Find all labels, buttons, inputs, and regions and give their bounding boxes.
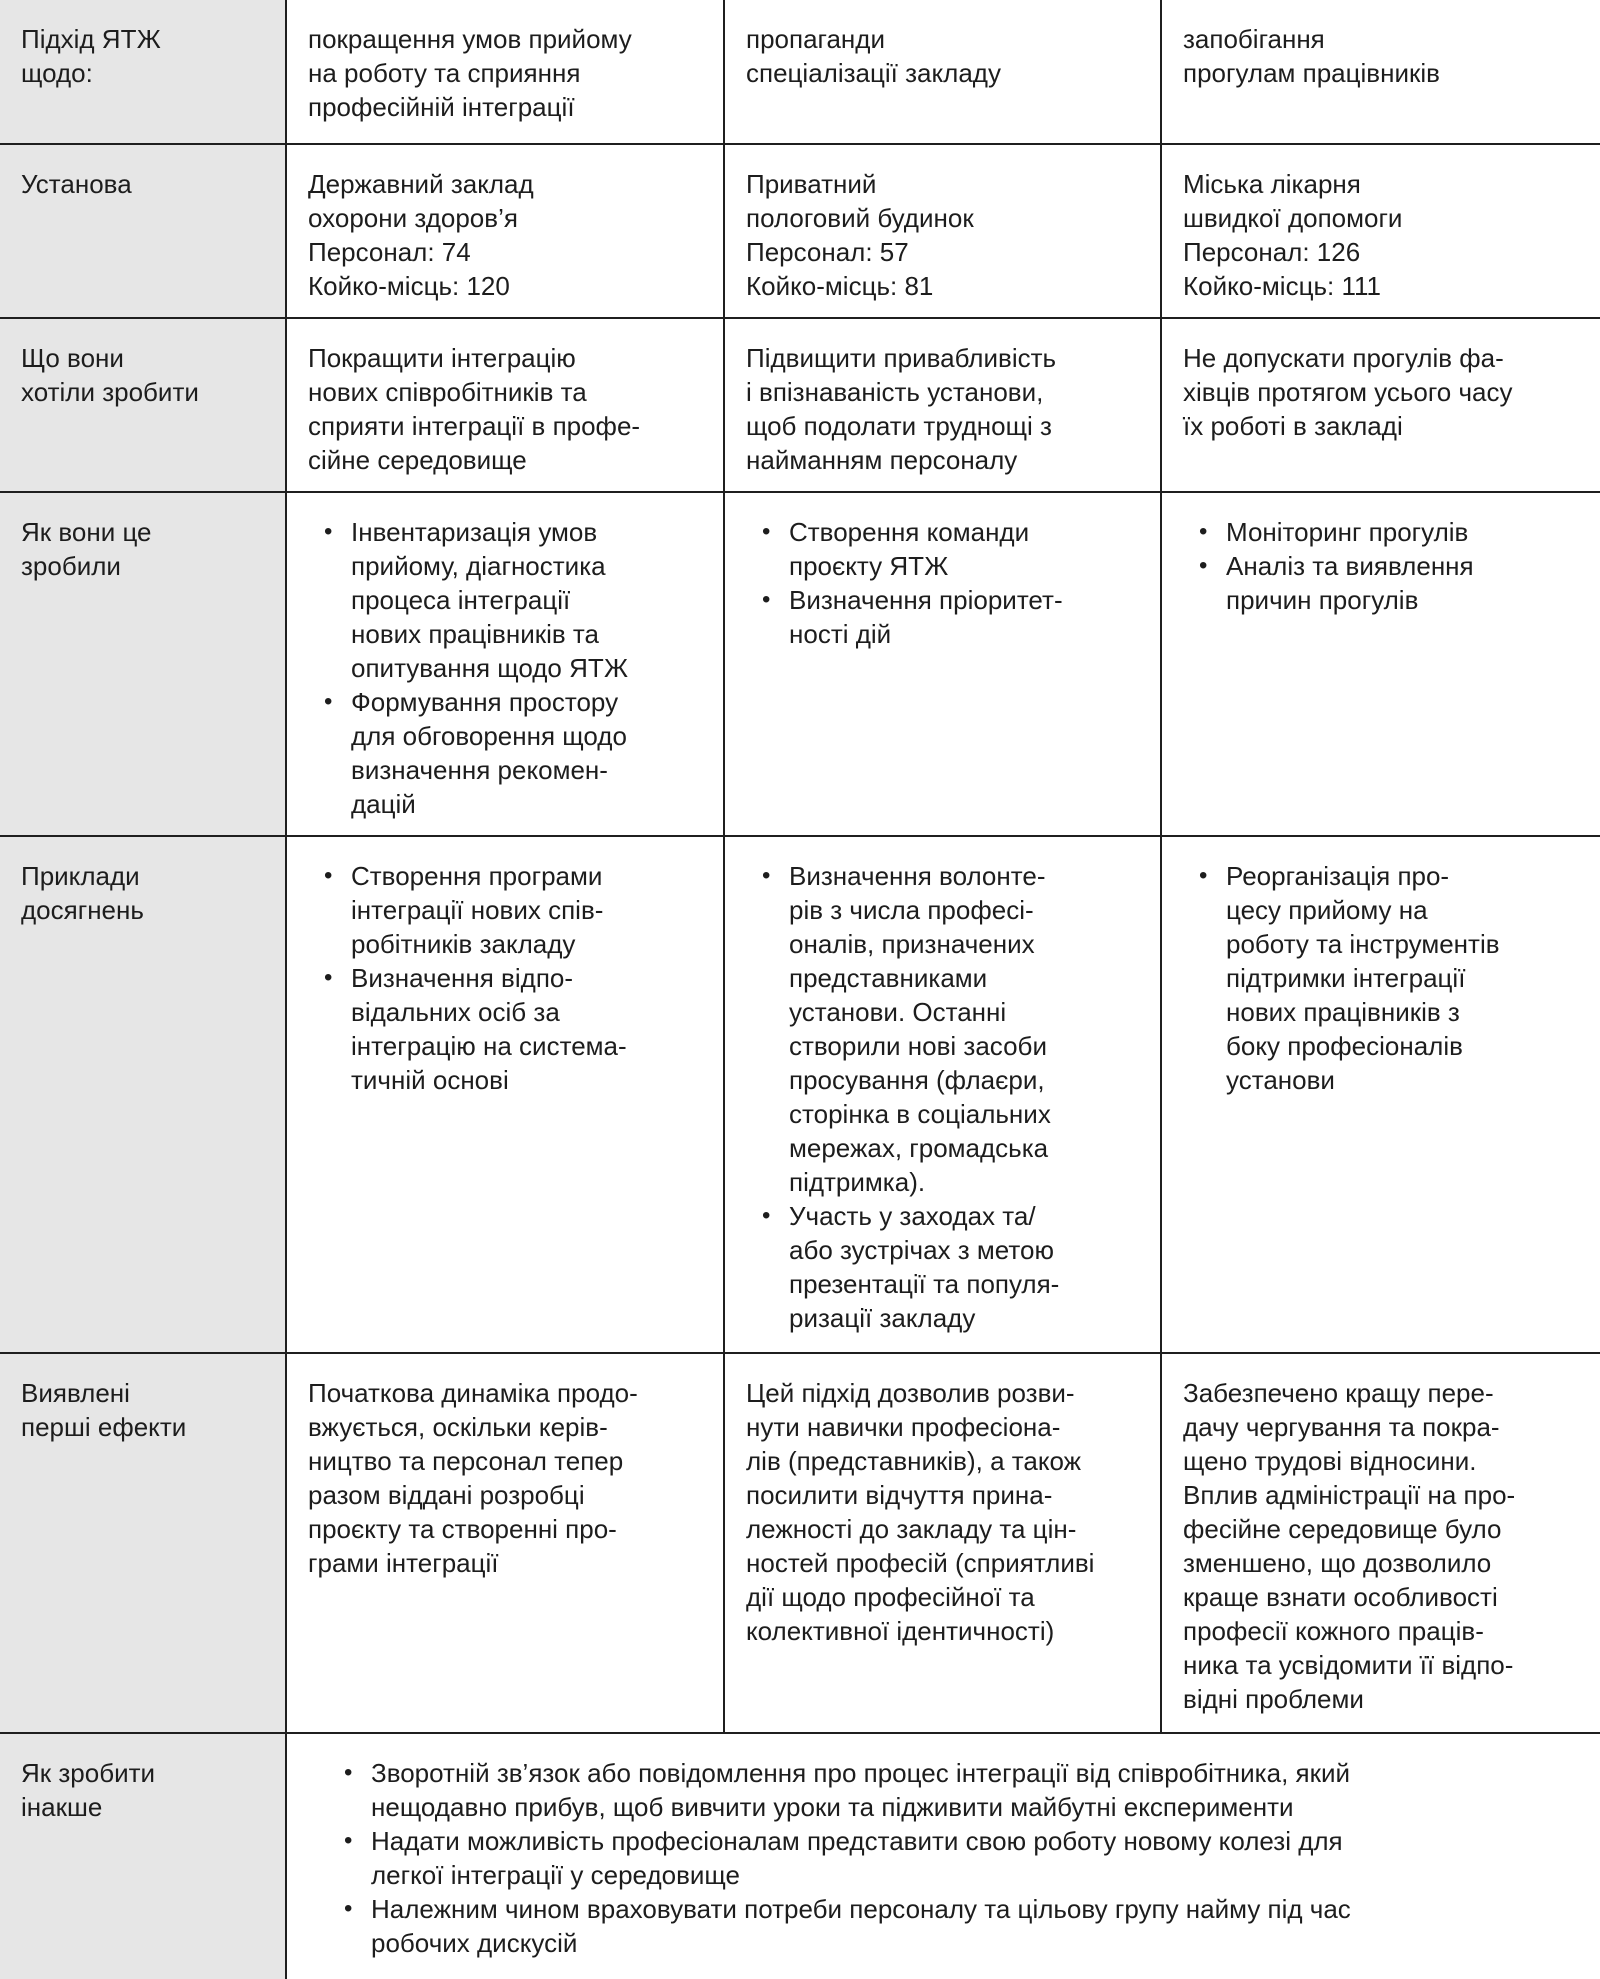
bullet-line: • Формування простору bbox=[351, 687, 619, 717]
bullet-line: • Створення програми bbox=[351, 861, 603, 891]
table-row bbox=[0, 1353, 1600, 1733]
bullet-line: рів з числа професі- bbox=[789, 895, 1034, 925]
row-header-line: Як зробити bbox=[21, 1758, 156, 1788]
cell-line: фесійне середовище було bbox=[1183, 1514, 1502, 1544]
bullet-line: ризації закладу bbox=[789, 1303, 976, 1333]
cell-line: лежності до закладу та цін- bbox=[746, 1514, 1077, 1544]
cell-line: Приватний bbox=[746, 169, 877, 199]
cell-line: сприяти інтеграції в профе- bbox=[308, 411, 641, 441]
cell-line: Койко-місць: 81 bbox=[746, 271, 934, 301]
table-row bbox=[0, 318, 1600, 492]
table-cell bbox=[724, 0, 1161, 144]
table-cell bbox=[286, 492, 724, 836]
bullet-item bbox=[1226, 549, 1580, 617]
row-header-line: Підхід ЯТЖ bbox=[21, 24, 161, 54]
bullet-item bbox=[351, 859, 703, 961]
table-row bbox=[0, 492, 1600, 836]
cell-line: нути навички професіона- bbox=[746, 1412, 1061, 1442]
bullet-line: відальних осіб за bbox=[351, 997, 560, 1027]
row-header bbox=[0, 144, 286, 318]
cell-line: Покращити інтеграцію bbox=[308, 343, 576, 373]
cell-line: Персонал: 74 bbox=[308, 237, 471, 267]
bullet-list bbox=[746, 515, 1140, 651]
cell-line: краще взнати особливості bbox=[1183, 1582, 1498, 1612]
bullet-line: • Визначення відпо- bbox=[351, 963, 574, 993]
table-cell bbox=[724, 318, 1161, 492]
row-header-line: щодо: bbox=[21, 58, 93, 88]
cell-line: Державний заклад bbox=[308, 169, 534, 199]
table-cell bbox=[1161, 492, 1600, 836]
table-cell bbox=[724, 836, 1161, 1353]
bullet-line: підтримка). bbox=[789, 1167, 926, 1197]
table-row bbox=[0, 836, 1600, 1353]
bullet-line: • Створення команди bbox=[789, 517, 1030, 547]
cell-line: Персонал: 126 bbox=[1183, 237, 1361, 267]
table-cell bbox=[286, 1353, 724, 1733]
table-cell bbox=[724, 1353, 1161, 1733]
bullet-line: мережах, громадська bbox=[789, 1133, 1049, 1163]
cell-line: щоб подолати труднощі з bbox=[746, 411, 1052, 441]
cell-line: нових співробітників та bbox=[308, 377, 587, 407]
bullet-line: цесу прийому на bbox=[1226, 895, 1428, 925]
row-header bbox=[0, 492, 286, 836]
cell-line: Вплив адміністрації на про- bbox=[1183, 1480, 1516, 1510]
bullet-item bbox=[1226, 859, 1580, 1097]
row-header bbox=[0, 1733, 286, 1979]
row-header bbox=[0, 0, 286, 144]
bullet-line: інтеграцію на система- bbox=[351, 1031, 627, 1061]
row-header-line: зробили bbox=[21, 551, 121, 581]
bullet-line: легкої інтеграції у середовище bbox=[371, 1860, 740, 1890]
cell-line: пропаганди bbox=[746, 24, 885, 54]
bullet-item bbox=[1226, 515, 1580, 549]
cell-line: посилити відчуття прина- bbox=[746, 1480, 1053, 1510]
bullet-line: представниками bbox=[789, 963, 988, 993]
bullet-line: інтеграції нових спів- bbox=[351, 895, 604, 925]
bullet-list bbox=[1183, 515, 1580, 617]
cell-line: їх роботі в закладі bbox=[1183, 411, 1403, 441]
merged-cell bbox=[286, 1733, 1600, 1979]
cell-line: професійній інтеграції bbox=[308, 92, 575, 122]
bullet-line: опитування щодо ЯТЖ bbox=[351, 653, 629, 683]
cell-line: Забезпечено кращу пере- bbox=[1183, 1378, 1494, 1408]
cell-line: на роботу та сприяння bbox=[308, 58, 581, 88]
bullet-item bbox=[351, 685, 703, 821]
table-cell bbox=[286, 318, 724, 492]
cell-line: Міська лікарня bbox=[1183, 169, 1361, 199]
bullet-item bbox=[789, 515, 1140, 583]
cell-line: сійне середовище bbox=[308, 445, 527, 475]
bullet-line: створили нові засоби bbox=[789, 1031, 1047, 1061]
bullet-line: нещодавно прибув, щоб вивчити уроки та підживити майбутні експерименти bbox=[371, 1792, 1294, 1822]
bullet-list bbox=[308, 859, 703, 1097]
cell-line: Койко-місць: 111 bbox=[1183, 271, 1381, 301]
bullet-line: прийому, діагностика bbox=[351, 551, 606, 581]
bullet-line: визначення рекомен- bbox=[351, 755, 608, 785]
cell-line: разом віддані розробці bbox=[308, 1480, 585, 1510]
bullet-line: просування (флаєри, bbox=[789, 1065, 1045, 1095]
bullet-line: установи. Останні bbox=[789, 997, 1007, 1027]
table-cell bbox=[286, 0, 724, 144]
cell-line: колективної ідентичності) bbox=[746, 1616, 1055, 1646]
cell-line: професії кожного праців- bbox=[1183, 1616, 1484, 1646]
cell-line: Початкова динаміка продо- bbox=[308, 1378, 638, 1408]
bullet-line: • Визначення пріоритет- bbox=[789, 585, 1063, 615]
bullet-line: • Моніторинг прогулів bbox=[1226, 517, 1469, 547]
bullet-item bbox=[789, 1199, 1140, 1335]
bullet-line: • Надати можливість професіоналам представити свою роботу новому колезі для bbox=[371, 1826, 1343, 1856]
table-row bbox=[0, 144, 1600, 318]
row-header-line: досягнень bbox=[21, 895, 144, 925]
cell-line: вжується, оскільки керів- bbox=[308, 1412, 608, 1442]
row-header bbox=[0, 318, 286, 492]
cell-line: Персонал: 57 bbox=[746, 237, 909, 267]
bullet-list bbox=[1183, 859, 1580, 1097]
cell-line: і впізнаваність установи, bbox=[746, 377, 1044, 407]
bullet-item bbox=[371, 1824, 1580, 1892]
cell-line: запобігання bbox=[1183, 24, 1325, 54]
row-header-line: Як вони це bbox=[21, 517, 152, 547]
table-row bbox=[0, 1733, 1600, 1979]
bullet-line: причин прогулів bbox=[1226, 585, 1419, 615]
cell-line: Підвищити привабливість bbox=[746, 343, 1057, 373]
bullet-line: сторінка в соціальних bbox=[789, 1099, 1051, 1129]
cell-line: дії щодо професійної та bbox=[746, 1582, 1035, 1612]
cell-line: спеціалізації закладу bbox=[746, 58, 1001, 88]
row-header-line: Що вони bbox=[21, 343, 124, 373]
cell-line: відні проблеми bbox=[1183, 1684, 1364, 1714]
table-cell bbox=[286, 144, 724, 318]
table-cell bbox=[1161, 0, 1600, 144]
bullet-list bbox=[308, 1756, 1580, 1960]
bullet-item bbox=[351, 515, 703, 685]
bullet-line: дацій bbox=[351, 789, 416, 819]
bullet-line: процеса інтеграції bbox=[351, 585, 571, 615]
bullet-line: ності дій bbox=[789, 619, 892, 649]
bullet-list bbox=[746, 859, 1140, 1335]
cell-line: пологовий будинок bbox=[746, 203, 974, 233]
cell-line: ництво та персонал тепер bbox=[308, 1446, 624, 1476]
bullet-line: • Належним чином враховувати потреби персоналу та цільову групу найму під час bbox=[371, 1894, 1351, 1924]
cell-line: лів (представників), а також bbox=[746, 1446, 1082, 1476]
table-cell bbox=[1161, 144, 1600, 318]
bullet-line: для обговорення щодо bbox=[351, 721, 627, 751]
cell-line: ностей професій (сприятливі bbox=[746, 1548, 1095, 1578]
bullet-item bbox=[371, 1892, 1580, 1960]
bullet-line: або зустрічах з метою bbox=[789, 1235, 1054, 1265]
row-header-line: хотіли зробити bbox=[21, 377, 199, 407]
cell-line: охорони здоров’я bbox=[308, 203, 518, 233]
bullet-list bbox=[308, 515, 703, 821]
table-cell bbox=[286, 836, 724, 1353]
bullet-line: роботу та інструментів bbox=[1226, 929, 1500, 959]
bullet-item bbox=[351, 961, 703, 1097]
bullet-line: боку професіоналів bbox=[1226, 1031, 1463, 1061]
cell-line: швидкої допомоги bbox=[1183, 203, 1403, 233]
bullet-line: робочих дискусій bbox=[371, 1928, 578, 1958]
bullet-line: установи bbox=[1226, 1065, 1335, 1095]
bullet-line: • Визначення волонте- bbox=[789, 861, 1046, 891]
cell-line: Койко-місць: 120 bbox=[308, 271, 510, 301]
bullet-line: проєкту ЯТЖ bbox=[789, 551, 949, 581]
row-header-line: Виявлені bbox=[21, 1378, 130, 1408]
cell-line: дачу чергування та покра- bbox=[1183, 1412, 1500, 1442]
bullet-line: підтримки інтеграції bbox=[1226, 963, 1466, 993]
row-header-line: перші ефекти bbox=[21, 1412, 187, 1442]
bullet-line: • Аналіз та виявлення bbox=[1226, 551, 1474, 581]
cell-line: Цей підхід дозволив розви- bbox=[746, 1378, 1075, 1408]
table-cell bbox=[724, 144, 1161, 318]
bullet-line: • Інвентаризація умов bbox=[351, 517, 598, 547]
table-cell bbox=[724, 492, 1161, 836]
bullet-line: оналів, призначених bbox=[789, 929, 1035, 959]
row-header bbox=[0, 1353, 286, 1733]
table-row bbox=[0, 0, 1600, 144]
cell-line: хівців протягом усього часу bbox=[1183, 377, 1513, 407]
row-header-line: інакше bbox=[21, 1792, 103, 1822]
bullet-line: • Реорганізація про- bbox=[1226, 861, 1450, 891]
bullet-item bbox=[789, 859, 1140, 1199]
cell-line: зменшено, що дозволило bbox=[1183, 1548, 1492, 1578]
cell-line: ника та усвідомити її відпо- bbox=[1183, 1650, 1514, 1680]
row-header bbox=[0, 836, 286, 1353]
table-cell bbox=[1161, 318, 1600, 492]
bullet-line: нових працівників та bbox=[351, 619, 600, 649]
bullet-line: робітників закладу bbox=[351, 929, 576, 959]
bullet-line: презентації та популя- bbox=[789, 1269, 1060, 1299]
cell-line: щено трудові відносини. bbox=[1183, 1446, 1477, 1476]
row-header-line: Установа bbox=[21, 169, 132, 199]
cell-line: найманням персоналу bbox=[746, 445, 1018, 475]
bullet-line: тичній основі bbox=[351, 1065, 509, 1095]
cell-line: прогулам працівників bbox=[1183, 58, 1440, 88]
bullet-line: нових працівників з bbox=[1226, 997, 1460, 1027]
cell-line: покращення умов прийому bbox=[308, 24, 632, 54]
bullet-item bbox=[789, 583, 1140, 651]
cell-line: проєкту та створенні про- bbox=[308, 1514, 617, 1544]
bullet-line: • Зворотній зв’язок або повідомлення про процес інтеграції від співробітника, який bbox=[371, 1758, 1351, 1788]
cell-line: Не допускати прогулів фа- bbox=[1183, 343, 1504, 373]
cell-line: грами інтеграції bbox=[308, 1548, 499, 1578]
table-cell bbox=[1161, 836, 1600, 1353]
bullet-item bbox=[371, 1756, 1580, 1824]
row-header-line: Приклади bbox=[21, 861, 140, 891]
bullet-line: • Участь у заходах та/ bbox=[789, 1201, 1036, 1231]
table-cell bbox=[1161, 1353, 1600, 1733]
